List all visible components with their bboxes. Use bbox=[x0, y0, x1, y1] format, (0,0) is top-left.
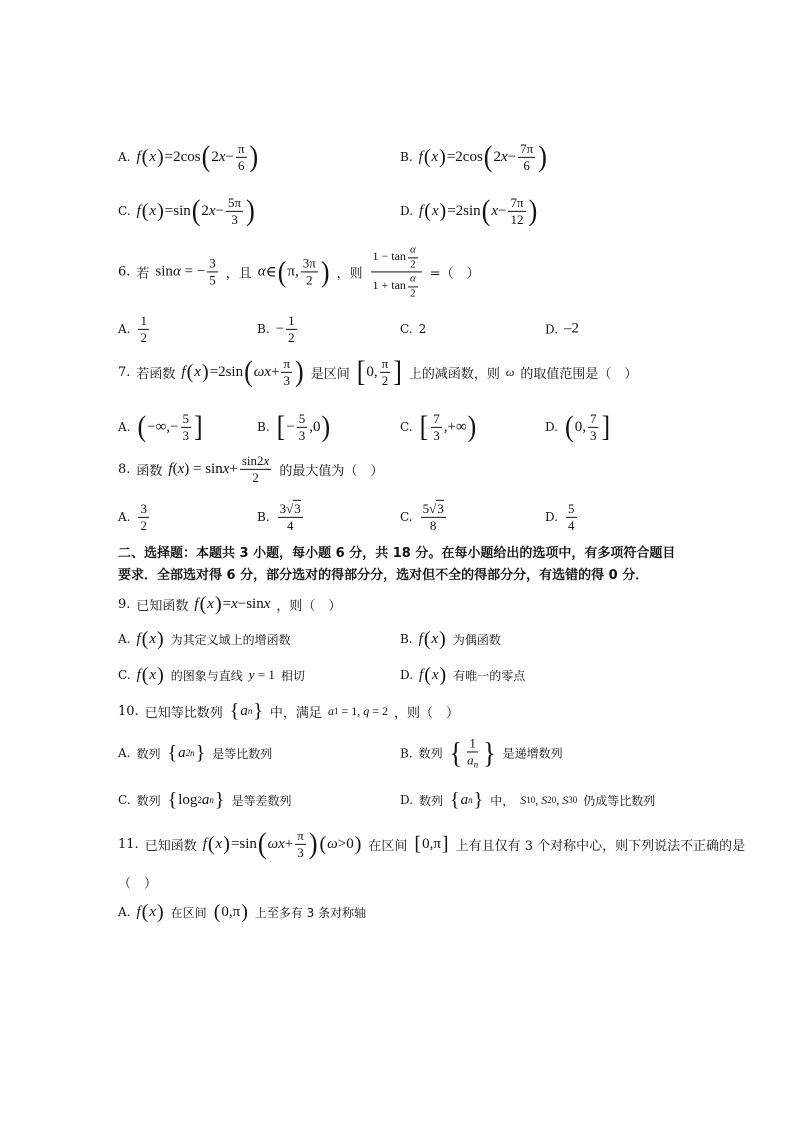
q6-option-b: B. − $\frac{1}{2}$ bbox=[257, 312, 295, 345]
q9-option-d: D. f ( x ) 有唯一的零点 bbox=[400, 664, 526, 686]
q8-option-b: B. $\frac{3√3}{4}$ bbox=[257, 500, 301, 533]
q5-option-d: D. f ( x ) =2sin ( x − $\frac{7\pi}{12}$ ) bbox=[400, 193, 538, 228]
q6-option-a: A. $\frac{1}{2}$ bbox=[118, 312, 147, 345]
q10-option-a: A. 数列 { a 2n } 是等比数列 bbox=[118, 742, 273, 764]
q9-option-c: C. f ( x ) 的图象与直线 y = 1 相切 bbox=[118, 664, 305, 686]
q5-option-c-formula: f ( x ) =sin ( 2 x − $\frac{5\pi}{3}$ ) bbox=[136, 193, 255, 228]
q7-option-a: A. ( −∞,− $\frac{5}{3}$ ] bbox=[118, 409, 203, 444]
q5-option-c: C. f ( x ) =sin ( 2 x − $\frac{5\pi}{3}$ ) bbox=[118, 193, 255, 228]
q9-option-a: A. f ( x ) 为其定义域上的增函数 bbox=[118, 628, 291, 650]
q7-option-b: B. [ − $\frac{5}{3}$ ,0 ) bbox=[257, 409, 331, 444]
q10-option-d: D. 数列 { a n } 中， S 10 , S 20 , S 30 仍成等比数列 bbox=[400, 789, 656, 811]
q6-option-d: D. –2 bbox=[545, 320, 580, 337]
q7-option-c: C. [ $\frac{7}{3}$ ,+∞ ) bbox=[400, 409, 477, 444]
section-2-heading bbox=[118, 543, 678, 587]
q10-option-b: B. 数列 { $\frac{1}{a_n}$ } 是递增数列 bbox=[400, 735, 563, 770]
q10-option-c: C. 数列 { log 2 a n } 是等差数列 bbox=[118, 789, 292, 811]
q9-option-b: B. f ( x ) 为偶函数 bbox=[400, 628, 501, 650]
q5-option-b: B. f ( x ) =2cos ( 2 x − $\frac{7\pi}{6}$ ) bbox=[400, 139, 547, 174]
q6-fraction: 1 − tan $\frac{\alpha}{2}$ 1 + tan $\frac{\alpha}{2}$ bbox=[369, 244, 424, 299]
q8-option-d: D. $\frac{5}{4}$ bbox=[545, 500, 575, 533]
q5-option-b-formula: f ( x ) =2cos ( 2 x − $\frac{7\pi}{6}$ ) bbox=[418, 139, 547, 174]
q7-option-d: D. ( 0, $\frac{7}{3}$ ] bbox=[545, 409, 611, 444]
q5-option-d-formula: f ( x ) =2sin ( x − $\frac{7\pi}{12}$ ) bbox=[419, 193, 538, 228]
q8-option-c: C. $\frac{5√3}{8}$ bbox=[400, 500, 444, 533]
q5-option-a: A. f ( x ) =2cos ( 2 x − $\frac{\pi}{6}$ ) bbox=[118, 139, 259, 174]
q6-option-c: C. 2 bbox=[400, 322, 427, 336]
section-2-line-1: 二、选择题：本题共 3 小题，每小题 6 分，共 18 分。在每小题给出的选项中，有多项符合题目 bbox=[118, 546, 676, 561]
q5-option-a-formula: f ( x ) =2cos ( 2 x − $\frac{\pi}{6}$ ) bbox=[136, 139, 259, 174]
q8-option-a: A. $\frac{3}{2}$ bbox=[118, 500, 147, 533]
section-2-line-2: 要求．全部选对得 6 分，部分选对的得部分分，选对但不全的得部分分，有选错的得 0 分． bbox=[118, 568, 649, 583]
q11-option-a: A. f ( x ) 在区间 ( 0,π ) 上至多有 3 条对称轴 bbox=[118, 901, 367, 923]
